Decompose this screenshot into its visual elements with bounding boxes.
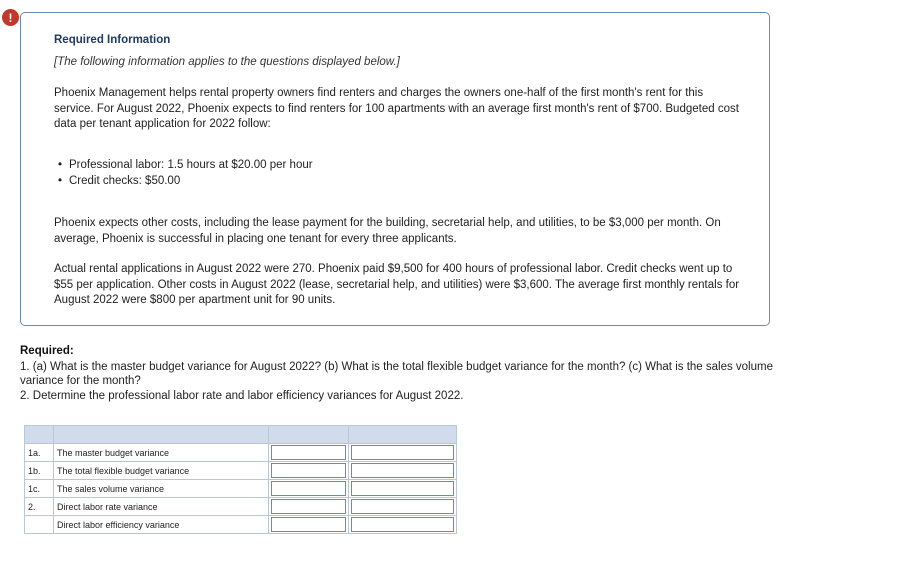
row-number: 1b.	[25, 462, 54, 480]
info-paragraph-2: Phoenix expects other costs, including the lease payment for the building, secretarial help, and utilities, to be $3,000 per month. On average, Phoenix is successful in placing one tenant for every three applicants.	[54, 217, 721, 245]
amount-cell	[269, 462, 349, 480]
table-header-cell	[54, 426, 269, 444]
amount-input[interactable]	[271, 463, 346, 478]
amount-cell	[269, 444, 349, 462]
list-item: • Professional labor: 1.5 hours at $20.00 per hour	[54, 158, 313, 174]
required-question-2: 2. Determine the professional labor rate and labor efficiency variances for August 2022.	[20, 390, 464, 402]
row-label: The master budget variance	[54, 444, 269, 462]
table-row	[25, 480, 457, 498]
table-row	[25, 444, 457, 462]
table-row	[25, 516, 457, 534]
amount-cell	[269, 480, 349, 498]
info-title: Required Information	[54, 34, 171, 46]
cost-data-list	[54, 158, 313, 189]
info-paragraph-1: Phoenix Management helps rental property owners find renters and charges the owners one-half of the first month's rent for this service. For August 2022, Phoenix expects to find renters for 100 apartments with an average first month's rent of $700. Budgeted cost data per tenant application for 2022 follow:	[54, 87, 739, 130]
selection-cell	[349, 462, 457, 480]
selection-cell	[349, 498, 457, 516]
required-question-1: 1. (a) What is the master budget variance for August 2022? (b) What is the total flexible budget variance for the month? (c) What is the sales volume variance for the month?	[20, 361, 773, 387]
row-number	[25, 516, 54, 534]
row-label: Direct labor efficiency variance	[54, 516, 269, 534]
favorable-unfavorable-select[interactable]	[351, 517, 454, 532]
info-paragraph-3: Actual rental applications in August 2022 were 270. Phoenix paid $9,500 for 400 hours of professional labor. Credit checks went up to $55 per application. Other costs in August 2022 (lease, secretarial help, and utilities) were $3,600. The average first monthly rentals for August 2022 were $800 per apartment unit for 90 units.	[54, 263, 740, 306]
amount-input[interactable]	[271, 517, 346, 532]
favorable-unfavorable-select[interactable]	[351, 463, 454, 478]
amount-cell	[269, 516, 349, 534]
selection-cell	[349, 516, 457, 534]
table-header-cell	[25, 426, 54, 444]
favorable-unfavorable-select[interactable]	[351, 481, 454, 496]
amount-input[interactable]	[271, 499, 346, 514]
amount-input[interactable]	[271, 445, 346, 460]
alert-icon: !	[2, 9, 19, 26]
row-label: The sales volume variance	[54, 480, 269, 498]
row-number: 1c.	[25, 480, 54, 498]
table-header-cell	[269, 426, 349, 444]
amount-cell	[269, 498, 349, 516]
info-subtitle: [The following information applies to the questions displayed below.]	[54, 56, 400, 68]
amount-input[interactable]	[271, 481, 346, 496]
table-header-row	[25, 426, 457, 444]
required-title: Required:	[20, 345, 74, 357]
row-number: 1a.	[25, 444, 54, 462]
favorable-unfavorable-select[interactable]	[351, 499, 454, 514]
table-header-cell	[349, 426, 457, 444]
row-label: Direct labor rate variance	[54, 498, 269, 516]
row-number: 2.	[25, 498, 54, 516]
selection-cell	[349, 480, 457, 498]
selection-cell	[349, 444, 457, 462]
table-row	[25, 498, 457, 516]
favorable-unfavorable-select[interactable]	[351, 445, 454, 460]
table-row	[25, 462, 457, 480]
row-label: The total flexible budget variance	[54, 462, 269, 480]
list-item: • Credit checks: $50.00	[54, 174, 313, 190]
answer-table	[24, 425, 457, 534]
